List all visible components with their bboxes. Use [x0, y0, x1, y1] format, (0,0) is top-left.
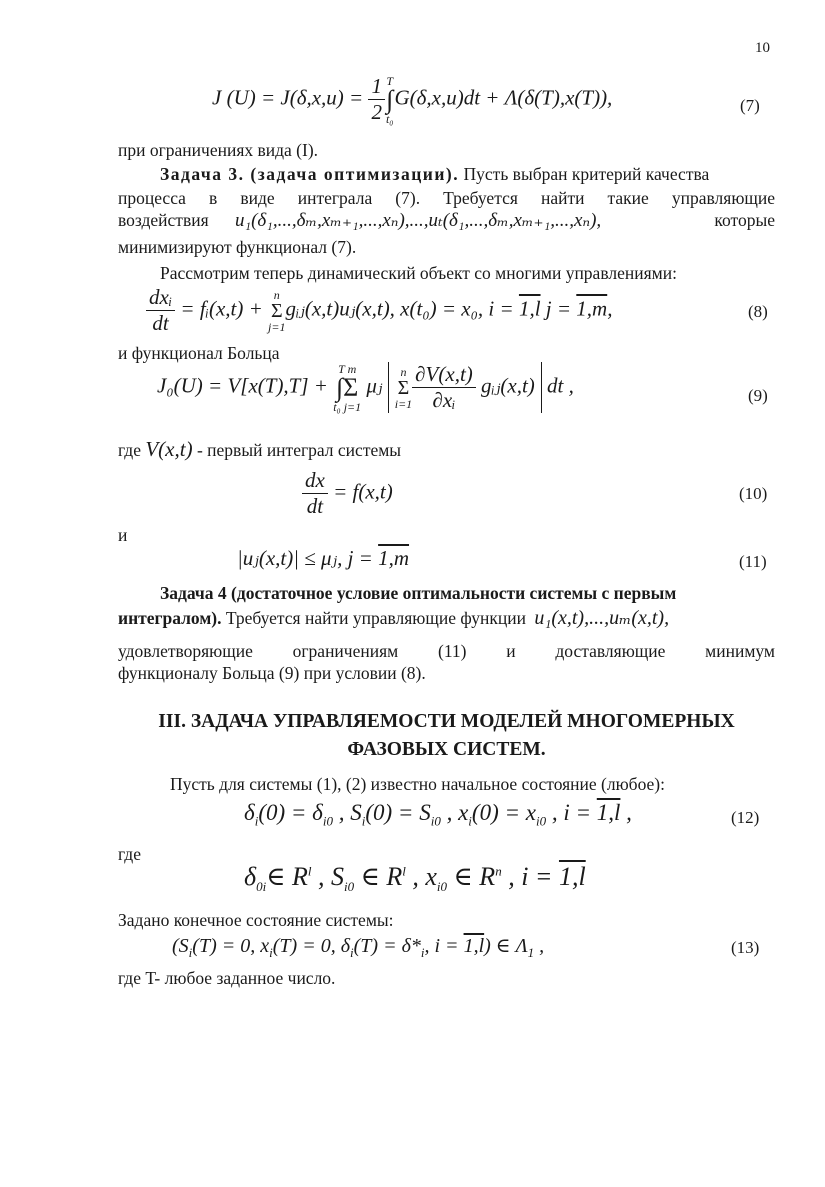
section-heading: III. ЗАДАЧА УПРАВЛЯЕМОСТИ МОДЕЛЕЙ МНОГОМЕРНЫХ ФАЗОВЫХ СИСТЕМ. — [158, 711, 735, 760]
task3-title: Задача 3. (задача оптимизации). — [160, 164, 460, 184]
formula-12b: $\delta_{0i}\in$ $R^l$ , $S_{i0}$ ∈ $R^l$ , $x_{i0}$ ∈ $R^n$ , i = 1,l — [244, 862, 586, 895]
task3-controls-formula: u₁(δ₁,...,δₘ,xₘ₊₁,...,xₙ),...,uₜ(δ₁,...,δₘ,xₘ₊₁,...,xₙ), — [235, 210, 602, 231]
task4-line1: Задача 4 (достаточное условие оптимальности системы с первым — [160, 583, 677, 603]
where-v-line: где V(x,t) - первый интеграл системы — [118, 437, 402, 461]
formula-8-label: (8) — [748, 302, 768, 321]
task4-line2: интегралом). Требуется найти управляющие функции u₁(x,t),...,uₘ(x,t), — [118, 607, 670, 629]
formula-11-label: (11) — [739, 552, 767, 571]
formula-13-label: (13) — [731, 938, 760, 957]
bolza-line: и функционал Больца — [118, 343, 280, 363]
and-line: и — [118, 525, 128, 545]
where-t-line: где T- любое заданное число. — [118, 968, 336, 988]
page-number: 10 — [755, 40, 770, 56]
formula-13: ($S_i(T) = 0$, $x_i(T) = 0$, $\delta_i(T) = \delta*_i$, i = 1,l) ∈ $\Lambda_1$ , — [172, 935, 545, 960]
formula-10: $\frac{dx}{dt}$ = f(x,t) — [302, 468, 393, 519]
formula-12-label: (12) — [731, 808, 760, 827]
task4-line4: функционалу Больца (9) при условии (8). — [118, 663, 426, 683]
final-state-line: Задано конечное состояние системы: — [118, 910, 394, 930]
task3-line1: Задача 3. (задача оптимизации). Пусть выбран критерий качества — [160, 164, 710, 184]
formula-7: J (U) = J(δ,x,u) = $\frac{1}{2}$ T ∫ t₀ G(δ,x,u)dt + Λ(δ(T),x(T)), — [212, 73, 613, 126]
consider-line: Рассмотрим теперь динамический объект со многими управлениями: — [160, 263, 677, 283]
task3-line2: процесса в виде интеграла (7). Требуется найти такие управляющие — [118, 188, 775, 208]
formula-12: $\delta_i(0) = \delta_{i0}$ , $S_i(0) = S_{i0}$ , $x_i(0) = x_{i0}$ , i = 1,l , — [244, 800, 632, 829]
formula-10-label: (10) — [739, 484, 768, 503]
formula-9: J₀(U) = V[x(T),T] + T m ∫Σ t₀ j=1 μⱼ n Σ i=1 $\frac{\partial V(x,t)}{\text{∂xᵢ}}$ gᵢⱼ(x,t) dt , — [157, 361, 574, 414]
task3-line3: воздействия u₁(δ₁,...,δₘ,xₘ₊₁,...,xₙ),...,uₜ(δ₁,...,δₘ,xₘ₊₁,...,xₙ), которые — [118, 210, 775, 231]
task4-controls-formula: u₁(x,t),...,uₘ(x,t), — [534, 607, 670, 629]
formula-9-label: (9) — [748, 386, 768, 405]
where-line: где — [118, 844, 141, 864]
formula-11: |uⱼ(x,t)| ≤ μⱼ, j = 1,m — [237, 546, 410, 570]
formula-8: $\frac{\text{dxᵢ}}{dt}$ = fᵢ(x,t) + n Σ j=1 gᵢⱼ(x,t)uⱼ(x,t), x(t₀) = x₀, i = 1,l j = 1,m, — [146, 285, 612, 336]
task4-line3: удовлетворяющие ограничениям (11) и доставляющие минимум — [118, 641, 775, 661]
initial-state-line: Пусть для системы (1), (2) известно начальное состояние (любое): — [170, 774, 665, 794]
task3-line4: минимизируют функционал (7). — [118, 237, 357, 257]
formula-7-label: (7) — [740, 96, 760, 115]
constraints-line: при ограничениях вида (I). — [118, 140, 319, 160]
